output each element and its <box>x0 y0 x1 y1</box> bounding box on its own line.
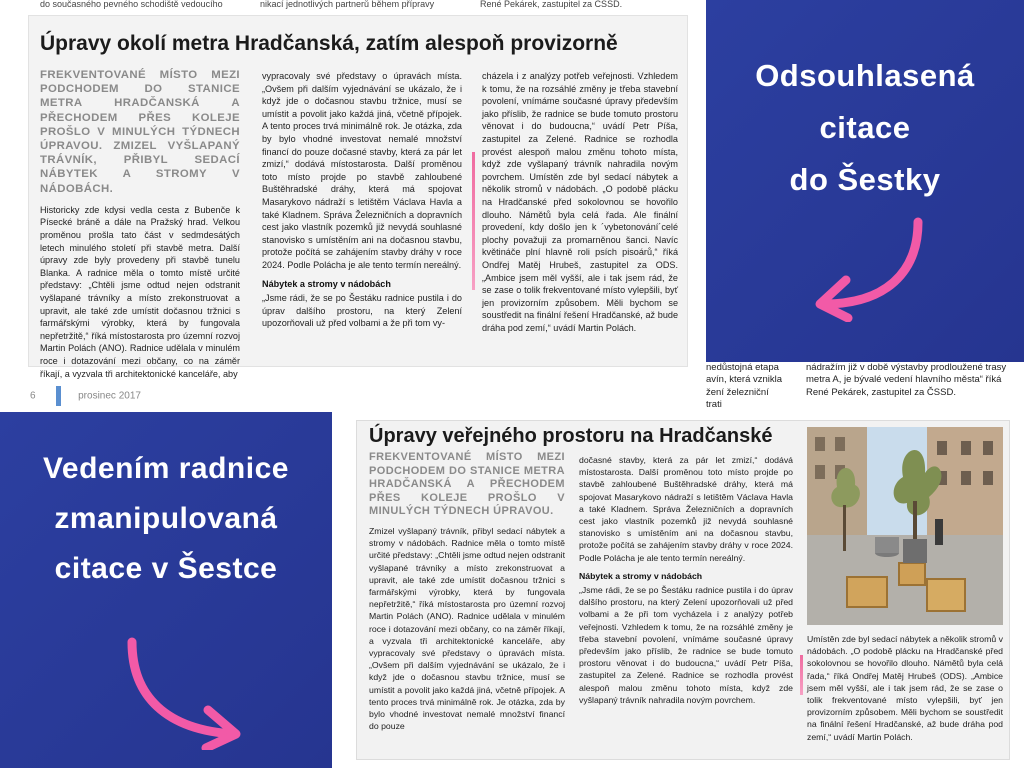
article-paragraph: cházela i z analýzy potřeb veřejnosti. Vzhledem k tomu, že na rozsáhlé změny je třeba stavební povolení, vnímáme současné úpravy především jako příslib, že radnice se bude tomuto prostoru věnovat i do budoucna,“ uvádí Petr Píša, zastupitel za Zelené. Radnice se rozhodla provést alespoň malou změnu tohoto místa, když zde vyšlapaný trávník nahradila novým povrchem. Umístěn zde byl sedací nábytek a několik stromů v nádobách. „O podobě plácku na Hradčanské před sokolovnou se hovořilo dlouho. Námětů byla celá řada. Ale finální provedení, kdy došlo jen k ´vybetonování´celé plochy považuji za promarněnou šanci. Navíc květináče plní hlavně roli psích pisoárů,“ říká Ondřej Matěj Hrubeš, zastupitel za ODS. „Ambice jsem měl vyšší, ale i tak jsem rád, že se zase o tolik frekventované místo vylepšili, byť jen provizorním způsobem. Měli bychom se soustředit na finální řešení Hradčanské, až bude dráha pod zemí,“ uvádí Martin Polách. <box>482 71 678 333</box>
article-lead: FREKVENTOVANÉ MÍSTO MEZI PODCHODEM DO STANICE METRA HRADČANSKÁ A PŘECHODEM PŘES KOLEJE PROŠLO V MINULÝCH TÝDNECH ÚPRAVOU. ZMIZEL VYŠLAPANÝ TRÁVNÍK, PŘIBYL SEDACÍ NÁBYTEK A STROMY V NÁDOBÁCH. <box>40 69 240 195</box>
article-paragraph: dočasné stavby, která za pár let zmizí,“ dodává místostarosta. Další proměnou toto místo projde po stavbě zahloubené Buštěhradské dráhy, která má spojovat Masarykovo nádraží s letištěm Václava Havla a také Kladnem. Správa Železničních a dopravních cest jako vlastník pozemků již nevydá souhlasné stanovisko s umístěním ani na dočasnou stavbu, protože počítá se zahájením stavby dráhy v roce 2024. Podle Polácha je ale tento termín nereálný. <box>579 455 793 563</box>
page-number: 6 <box>30 390 36 402</box>
cut-text-strip-right <box>706 362 1024 410</box>
curved-arrow-icon <box>118 630 258 750</box>
article-paragraph: „Jsme rádi, že se po Šestáku radnice pustila i do úprav dalšího prostoru, na který Zelení upozorňovali už před volbami a že při tom vy- <box>262 293 462 329</box>
caption-line: zmanipulovaná <box>54 502 278 535</box>
article-paragraph: vypracovaly své představy o úpravách místa. „Ovšem při dalším vyjednávání se ukázalo, že i když jde o dočasnou stavbu tržnice, musí se umístit a povolit jako každá jiná, včetně přípojek. A tento proces trvá minimálně rok. Je otázka, zda by bylo vhodné investovat nemalé množství financí do pouze dočasné stavby, která za pár let zmizí,“ dodává místostarosta. Další proměnou toto místo projde po stavbě zahloubené Buštěhradské dráhy, která má spojovat Masarykovo nádraží s letištěm Václava Havla a také Kladnem. Správa Železničních a dopravních cest jako vlastník pozemků již nevydá souhlasné stanovisko s umístěním ani na dočasnou stavbu, protože počítá se zahájením stavby dráhy v roce 2024. Podle Polácha je ale tento termín nereálný. <box>262 71 462 270</box>
article-title: Úpravy okolí metra Hradčanská, zatím alespoň provizorně <box>40 32 618 55</box>
cut-text: nedůstojná etapa avín, která vznikla žení železniční trati <box>706 362 783 410</box>
caption-line: do Šestky <box>789 162 941 197</box>
article-column-2 <box>262 70 462 332</box>
caption-line: citace <box>819 110 911 145</box>
article-column-2 <box>579 454 793 708</box>
article-title: Úpravy veřejného prostoru na Hradčanské <box>369 425 773 447</box>
caption-line: Vedením radnice <box>43 452 289 485</box>
article-paragraph: Zmizel vyšlapaný trávník, přibyl sedací nábytek a stromy v nádobách. Radnice měla o tomto místě určité představy: „Chtěli jsme odtud nejen odstranit vyšlapané trávníky a místo zrekonstruovat a upravit, ale také zde umístit dočasnou tržnici s farmářskými výrobky, která by fungovala nepřetržitě,“ říká místostarosta pro územní rozvoj Martin Polách (ANO). Radnice udělala v minulém roce i dotazování mezi občany, co na záměr říkají, a vyzvala tři architektonické kanceláře, aby vypracovaly své představy o úpravách místa. „Ovšem při dalším vyjednávání se ukázalo, že i když jde o dočasnou stavbu tržnice, musí se umístit a povolit jako každá jiná, včetně přípojek. A tento proces trvá minimálně rok. Je otázka, zda by bylo vhodné investovat nemalé množství financí do pouze <box>369 525 565 732</box>
article-paragraph: „Jsme rádi, že se po Šestáku radnice pustila i do úprav dalšího prostoru, na který Zelení upozorňovali už před volbami a že při tom vycházela i z analýzy potřeb veřejnosti. Vzhledem k tomu, že na rozsáhlé změny je třeba stavební povolení, vnímáme současné úpravy především jako příslib, že radnice se bude tomuto prostoru věnovat i do budoucna,“ uvádí Petr Píša, zastupitel za Zelené. Radnice se rozhodla provést alespoň malou změnu tohoto místa, když zde vyšlapaný trávník nahradila novým povrchem. <box>579 585 793 705</box>
caption-text <box>0 444 332 594</box>
bottom-article-clipping <box>356 420 1010 760</box>
issue-date: prosinec 2017 <box>78 390 141 402</box>
highlight-marker <box>800 655 803 695</box>
street-photo-illustration <box>807 427 1003 625</box>
article-lead: FREKVENTOVANÉ MÍSTO MEZI PODCHODEM DO STANICE METRA HRADČANSKÁ A PŘECHODEM PŘES KOLEJE PROŠLO V MINULÝCH TÝDNECH ÚPRAVOU. <box>369 451 565 518</box>
highlight-marker <box>472 152 475 290</box>
curved-arrow-icon <box>806 212 936 322</box>
article-subheading: Nábytek a stromy v nádobách <box>579 570 703 581</box>
article-column-1 <box>369 451 565 734</box>
caption-box-approved <box>706 0 1024 362</box>
top-article-clipping <box>0 0 706 410</box>
article-column-3 <box>807 633 1003 745</box>
caption-box-manipulated <box>0 412 332 768</box>
cut-text: nádražím již v době výstavby prodloužené trasy metra A, je bývalé vedení hlavního města“ říká René Pekárek, zastupitel za ČSSD. <box>806 362 1007 398</box>
footer-bar <box>56 386 61 406</box>
cut-text-left: do současného pevného schodiště vedoucího <box>40 0 223 9</box>
cut-text-right: René Pekárek, zastupitel za ČSSD. <box>480 0 623 9</box>
article-paragraph: Historicky zde kdysi vedla cesta z Bubenče k Písecké bráně a dále na Pražský hrad. Velkou proměnou prošla tato část v sedmdesátých letech minulého století při stavbě metra. Další úpravy zde byly provedeny při stavbě tunelu Blanka. A radnice měla o tomto místě určité představy: „Chtěli jsme odtud nejen odstranit vyšlapané trávníky a místo zrekonstruovat a upravit, ale také zde umístit dočasnou tržnici s farmářskými výrobky, která by fungovala nepřetržitě,“ říká místostarosta pro územní rozvoj Martin Polách (ANO). Radnice udělala v minulém roce i dotazování mezi občany, co na záměr říkají, a vyzvala tři architektonické kanceláře, aby <box>40 204 240 379</box>
caption-line: citace v Šestce <box>54 552 278 585</box>
cut-text-mid: nikací jednotlivých partnerů během přípravy <box>260 0 435 9</box>
caption-text <box>706 50 1024 206</box>
street-photo <box>807 427 1003 625</box>
article-subheading: Nábytek a stromy v nádobách <box>262 278 391 289</box>
article-column-1 <box>40 68 240 382</box>
article-paragraph: Umístěn zde byl sedací nábytek a několik stromů v nádobách. „O podobě plácku na Hradčanské před sokolovnou se hovořilo dlouho. Námětů byla celá řada,“ říká Ondřej Matěj Hrubeš (ODS). „Ambice jsem měl vyšší, ale i tak jsem rád, že se zase o tolik frekventované místo vylepšili, byť jen provizorním způsobem. Měli bychom se soustředit na finální řešení Hradčanské, až bude dráha pod zemí,“ uvádí Martin Polách. <box>807 634 1003 742</box>
cut-text-strip <box>40 0 623 9</box>
caption-line: Odsouhlasená <box>755 58 975 93</box>
article-column-3 <box>482 70 678 336</box>
page-footer <box>30 386 141 406</box>
